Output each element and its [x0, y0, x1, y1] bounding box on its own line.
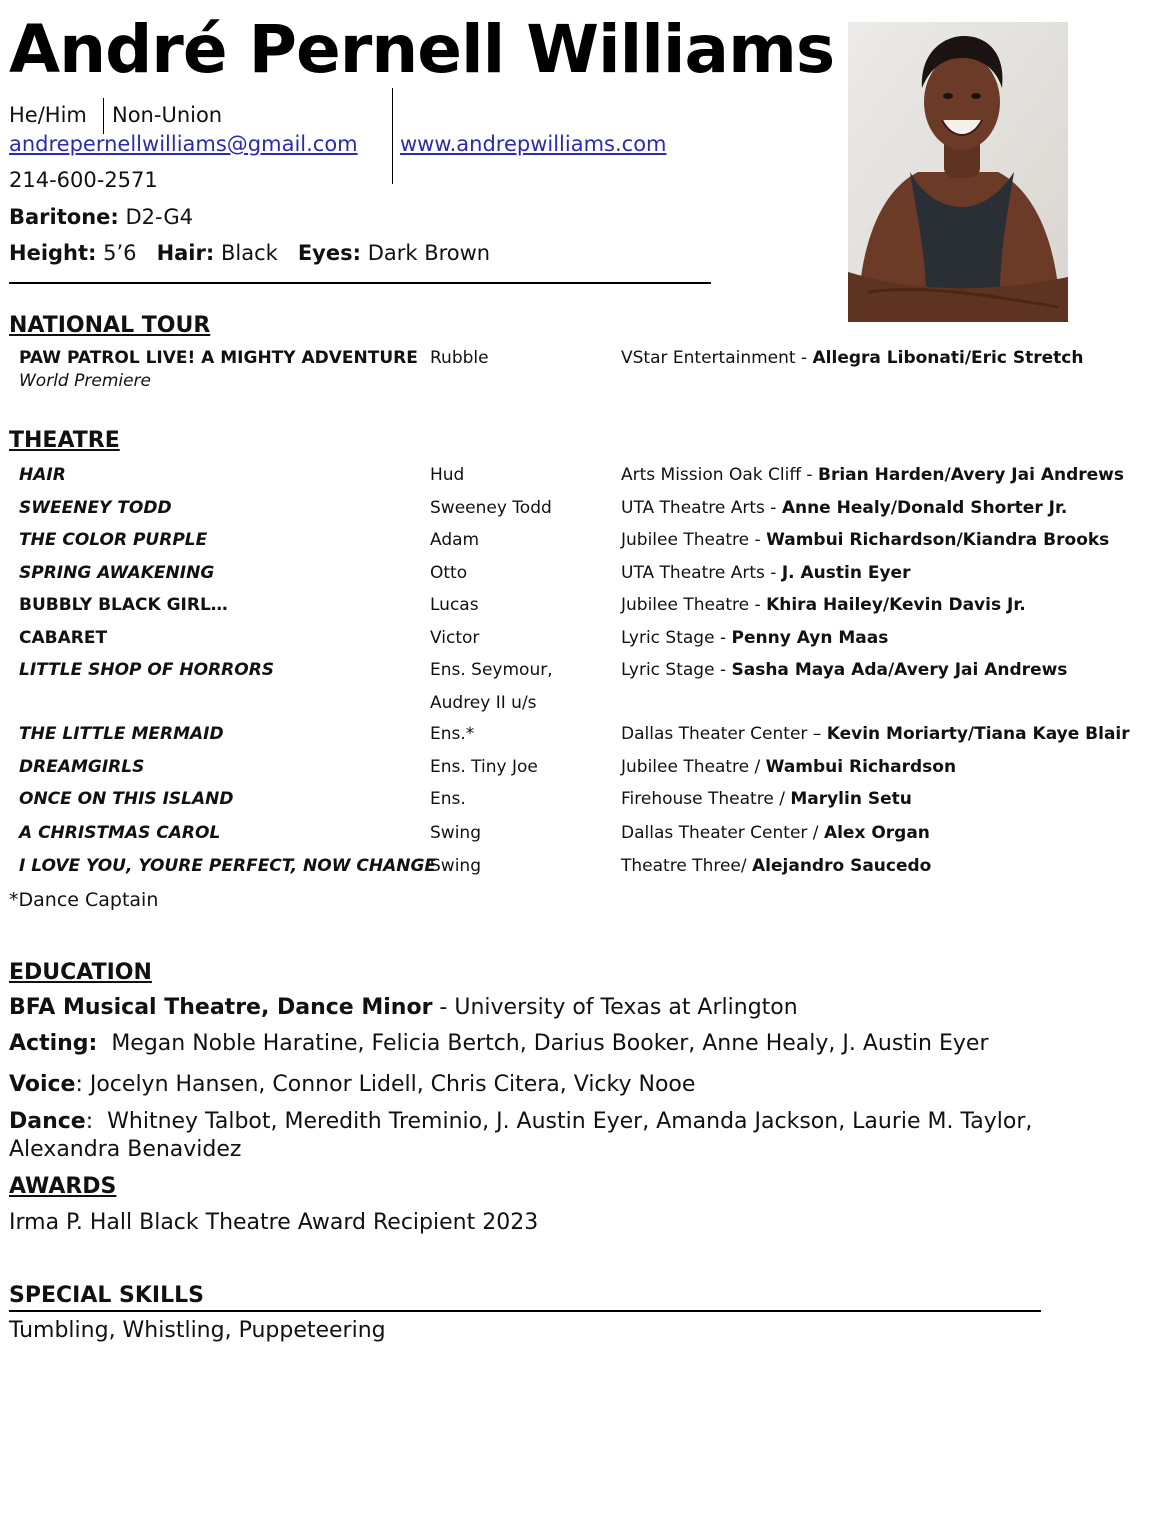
website-link[interactable]: www.andrepwilliams.com: [400, 132, 667, 156]
award-item: Irma P. Hall Black Theatre Award Recipient 2023: [9, 1210, 539, 1235]
credit-company: [621, 562, 910, 584]
credit-company-name: Jubilee Theatre /: [621, 757, 766, 777]
credit-director: Wambui Richardson: [765, 757, 957, 777]
voice-type-label: Baritone:: [9, 205, 119, 229]
credit-company: [621, 594, 1026, 616]
credit-company-name: Dallas Theater Center –: [621, 724, 827, 744]
tour-show-title: PAW PATROL LIVE! A MIGHTY ADVENTURE: [19, 348, 418, 368]
eyes-value: Dark Brown: [367, 241, 491, 265]
section-heading-special-skills: SPECIAL SKILLS: [9, 1283, 204, 1308]
tour-company: [621, 347, 1083, 369]
phone-number: 214-600-2571: [9, 168, 158, 192]
credit-company-name: Firehouse Theatre /: [621, 789, 791, 809]
acting-teachers: [9, 1030, 988, 1058]
credit-role: Ens. Seymour,: [430, 660, 553, 680]
credit-role: Ens.*: [430, 724, 475, 744]
height-value: 5’6: [103, 241, 137, 265]
credit-company: [621, 855, 931, 877]
section-heading-national-tour: NATIONAL TOUR: [9, 313, 211, 338]
section-heading-theatre: THEATRE: [9, 428, 120, 453]
credit-director: Anne Healy/Donald Shorter Jr.: [781, 498, 1068, 518]
tour-director: Allegra Libonati/Eric Stretch: [812, 348, 1084, 368]
credit-company: [621, 723, 1130, 745]
credit-company: [621, 627, 888, 649]
credit-director: Brian Harden/Avery Jai Andrews: [817, 465, 1124, 485]
eyes-label: Eyes:: [297, 241, 361, 265]
credit-company-name: Arts Mission Oak Cliff -: [621, 465, 818, 485]
tour-company-name: VStar Entertainment -: [621, 348, 813, 368]
union-status: Non-Union: [112, 103, 223, 127]
credit-role: Sweeney Todd: [430, 498, 552, 518]
credit-company-name: Jubilee Theatre -: [621, 595, 767, 615]
height-label: Height:: [9, 241, 97, 265]
credit-director: Penny Ayn Maas: [731, 628, 889, 648]
credit-director: J. Austin Eyer: [781, 563, 911, 583]
dance-list: : Whitney Talbot, Meredith Treminio, J. Austin Eyer, Amanda Jackson, Laurie M. Taylor,: [85, 1109, 1033, 1134]
credit-show: DREAMGIRLS: [19, 757, 145, 777]
credit-director: Alejandro Saucedo: [752, 856, 932, 876]
credit-company: [621, 756, 956, 778]
acting-list: Megan Noble Haratine, Felicia Bertch, Darius Booker, Anne Healy, J. Austin Eyer: [97, 1031, 989, 1056]
tour-show-note: World Premiere: [19, 371, 152, 391]
education-degree: [9, 994, 798, 1022]
credit-director: Kevin Moriarty/Tiana Kaye Blair: [826, 724, 1130, 744]
credit-role: Swing: [430, 823, 481, 843]
voice-list: : Jocelyn Hansen, Connor Lidell, Chris Citera, Vicky Nooe: [75, 1072, 696, 1097]
headshot-photo: [848, 22, 1068, 322]
pronouns: He/Him: [9, 103, 87, 127]
credit-company: [621, 822, 930, 844]
credit-show: BUBBLY BLACK GIRL…: [19, 595, 228, 615]
voice-type: [9, 204, 193, 230]
header-rule: [9, 282, 711, 284]
acting-label: Acting:: [9, 1031, 98, 1056]
voice-label: Voice: [9, 1072, 76, 1097]
dance-label: Dance: [9, 1109, 86, 1134]
credit-role: Ens. Tiny Joe: [430, 757, 538, 777]
credit-show: THE LITTLE MERMAID: [19, 724, 224, 744]
skills-rule: [9, 1310, 1041, 1312]
credit-role: Adam: [430, 530, 480, 550]
credit-director: Khira Hailey/Kevin Davis Jr.: [766, 595, 1026, 615]
section-heading-awards: AWARDS: [9, 1174, 117, 1199]
credit-company-name: UTA Theatre Arts -: [621, 498, 782, 518]
credit-show: SWEENEY TODD: [19, 498, 172, 518]
credit-director: Wambui Richardson/Kiandra Brooks: [766, 530, 1110, 550]
credit-show: A CHRISTMAS CAROL: [19, 823, 221, 843]
credit-director: Sasha Maya Ada/Avery Jai Andrews: [731, 660, 1068, 680]
credit-director: Alex Organ: [823, 823, 930, 843]
dance-teachers: [9, 1108, 1032, 1136]
credit-role-continued: Audrey II u/s: [430, 693, 537, 713]
dance-teachers-continued: Alexandra Benavidez: [9, 1137, 242, 1162]
credit-show: I LOVE YOU, YOURE PERFECT, NOW CHANGE: [19, 856, 437, 876]
credit-company-name: Lyric Stage -: [621, 628, 732, 648]
degree-title: BFA Musical Theatre, Dance Minor: [9, 995, 433, 1020]
physical-stats: [9, 240, 490, 266]
credit-company-name: Dallas Theater Center /: [621, 823, 824, 843]
divider: [103, 98, 104, 134]
credit-director: Marylin Setu: [790, 789, 912, 809]
credit-role: Swing: [430, 856, 481, 876]
special-skills-list: Tumbling, Whistling, Puppeteering: [9, 1318, 386, 1343]
credit-role: Victor: [430, 628, 480, 648]
credit-role: Hud: [430, 465, 465, 485]
credit-role: Ens.: [430, 789, 466, 809]
credit-company-name: Lyric Stage -: [621, 660, 732, 680]
credit-show: THE COLOR PURPLE: [19, 530, 208, 550]
divider: [392, 88, 393, 184]
credit-company-name: UTA Theatre Arts -: [621, 563, 782, 583]
credit-company-name: Jubilee Theatre -: [621, 530, 767, 550]
resume-name: André Pernell Williams: [9, 11, 835, 88]
voice-teachers: [9, 1071, 695, 1099]
hair-value: Black: [220, 241, 278, 265]
email-link[interactable]: andrepernellwilliams@gmail.com: [9, 132, 358, 156]
section-heading-education: EDUCATION: [9, 960, 152, 985]
credit-show: HAIR: [19, 465, 66, 485]
voice-type-value: D2-G4: [125, 205, 193, 229]
credit-role: Lucas: [430, 595, 479, 615]
credit-show: ONCE ON THIS ISLAND: [19, 789, 234, 809]
credit-show: SPRING AWAKENING: [19, 563, 215, 583]
credit-company: [621, 529, 1109, 551]
credit-company: [621, 464, 1124, 486]
credit-show: LITTLE SHOP OF HORRORS: [19, 660, 275, 680]
hair-label: Hair:: [156, 241, 215, 265]
credit-company: [621, 659, 1067, 681]
credit-company: [621, 788, 912, 810]
credit-company: [621, 497, 1067, 519]
credit-company-name: Theatre Three/: [621, 856, 753, 876]
credit-show: CABARET: [19, 628, 108, 648]
tour-role: Rubble: [430, 348, 489, 368]
school-name: - University of Texas at Arlington: [432, 995, 798, 1020]
credit-role: Otto: [430, 563, 468, 583]
footnote-dance-captain: *Dance Captain: [9, 889, 159, 911]
